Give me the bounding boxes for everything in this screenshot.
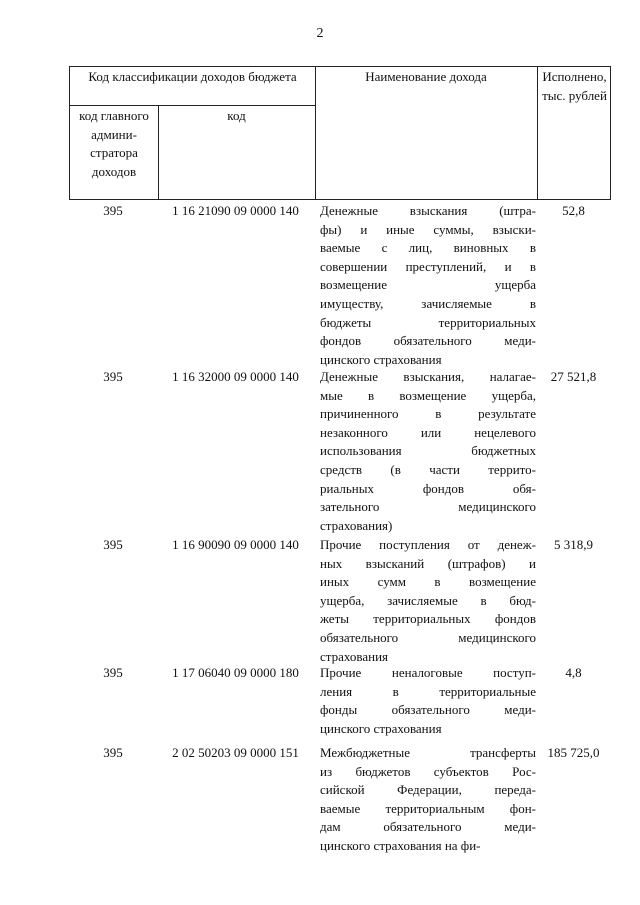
income-name-line: Денежные взыскания (штра- bbox=[320, 203, 536, 218]
classification-code-cell: 1 16 32000 09 0000 140 bbox=[172, 369, 299, 384]
amount-cell: 5 318,9 bbox=[554, 537, 593, 552]
income-name-line: использования бюджетных bbox=[320, 443, 536, 459]
admin-code-cell: 395 bbox=[103, 369, 123, 384]
income-name-line: ваемые территориальным фон- bbox=[320, 800, 536, 816]
income-name-line: ных взысканий (штрафов) и bbox=[320, 555, 536, 571]
amount-cell: 52,8 bbox=[562, 203, 585, 218]
income-name-line: Прочие поступления от денеж- bbox=[320, 537, 536, 552]
income-name-line: цинского страхования на фи- bbox=[320, 837, 481, 853]
income-name-line: цинского страхования bbox=[320, 720, 442, 736]
amount-cell: 185 725,0 bbox=[547, 745, 600, 760]
amount-cell: 27 521,8 bbox=[550, 369, 597, 384]
income-name-line: ваемые с лиц, виновных в bbox=[320, 240, 536, 256]
income-name-line: Межбюджетные трансферты bbox=[320, 745, 536, 760]
income-name-line: зательного медицинского bbox=[320, 499, 536, 515]
income-name-cell bbox=[320, 368, 536, 535]
income-name-line: имуществу, зачисляемые в bbox=[320, 295, 536, 311]
income-name-line: ущерба, зачисляемые в бюд- bbox=[320, 592, 536, 608]
income-name-line: ления в территориальные bbox=[320, 683, 536, 699]
header-group-title: Код классификации доходов бюджета bbox=[88, 69, 297, 84]
income-name-line: фондов обязательного меди- bbox=[320, 333, 536, 349]
revenue-table bbox=[69, 66, 611, 853]
income-name-line: средств (в части террито- bbox=[320, 461, 536, 477]
classification-code-cell: 1 16 21090 09 0000 140 bbox=[172, 203, 299, 218]
income-name-line: мые в возмещение ущерба, bbox=[320, 387, 536, 403]
income-name-line: возмещение ущерба bbox=[320, 277, 536, 293]
amount-cell: 4,8 bbox=[565, 665, 582, 680]
income-name-cell bbox=[320, 664, 536, 738]
classification-code-cell: 1 17 06040 09 0000 180 bbox=[172, 665, 299, 680]
income-name-line: жеты территориальных фондов bbox=[320, 611, 536, 627]
admin-code-cell: 395 bbox=[103, 537, 123, 552]
income-name-line: иных сумм в возмещение bbox=[320, 574, 536, 590]
header-admin-code: код главного админи- стратора доходов bbox=[79, 108, 149, 179]
header-executed: Исполнено, тыс. рублей bbox=[542, 69, 607, 103]
admin-code-cell: 395 bbox=[103, 665, 123, 680]
income-name-line: страхования bbox=[320, 648, 389, 664]
income-name-line: бюджеты территориальных bbox=[320, 314, 536, 330]
header-code: код bbox=[227, 108, 246, 123]
income-name-cell bbox=[320, 536, 536, 666]
income-name-cell bbox=[320, 744, 536, 856]
classification-code-cell: 2 02 50203 09 0000 151 bbox=[172, 745, 299, 760]
income-name-line: дам обязательного меди- bbox=[320, 819, 536, 835]
table-header bbox=[69, 66, 611, 200]
income-name-line: обязательного медицинского bbox=[320, 629, 536, 645]
admin-code-cell: 395 bbox=[103, 745, 123, 760]
header-name: Наименование дохода bbox=[365, 69, 487, 84]
income-name-line: сийской Федерации, переда- bbox=[320, 782, 536, 798]
page-number: 2 bbox=[316, 26, 324, 41]
income-name-line: совершении преступлений, и в bbox=[320, 258, 536, 274]
income-name-line: цинского страхования bbox=[320, 351, 442, 367]
income-name-line: страхования) bbox=[320, 517, 393, 533]
income-name-line: Прочие неналоговые поступ- bbox=[320, 665, 536, 680]
income-name-line: Денежные взыскания, налагае- bbox=[320, 369, 536, 384]
income-name-line: незаконного или нецелевого bbox=[320, 424, 536, 440]
income-name-line: риальных фондов обя- bbox=[320, 480, 536, 496]
classification-code-cell: 1 16 90090 09 0000 140 bbox=[172, 537, 299, 552]
income-name-line: из бюджетов субъектов Рос- bbox=[320, 763, 536, 779]
income-name-line: фы) и иные суммы, взыски- bbox=[320, 221, 536, 237]
income-name-line: причиненного в результате bbox=[320, 406, 536, 422]
income-name-cell bbox=[320, 202, 536, 369]
income-name-line: фонды обязательного меди- bbox=[320, 702, 536, 718]
admin-code-cell: 395 bbox=[103, 203, 123, 218]
